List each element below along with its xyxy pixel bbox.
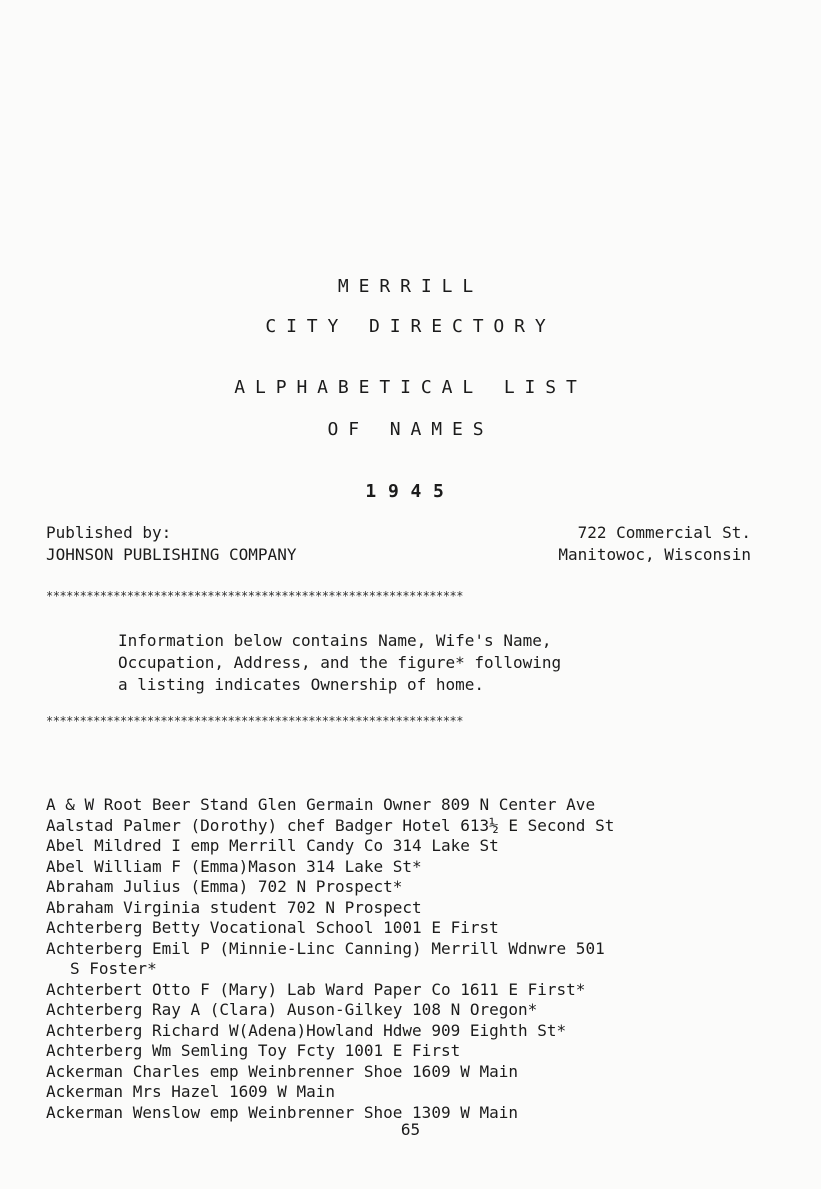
star-separator-top: ************************************************************** — [46, 589, 463, 603]
list-item: Achterberg Betty Vocational School 1001 E First — [46, 918, 499, 937]
star-separator-bottom: ************************************************************** — [46, 714, 463, 728]
title-merrill: MERRILL — [337, 276, 484, 297]
title-alphabetical-list: ALPHABETICAL LIST — [234, 377, 587, 398]
list-item: Ackerman Wenslow emp Weinbrenner Shoe 1309 W Main — [46, 1102, 519, 1122]
list-item: Ackerman Mrs Hazel 1609 W Main — [46, 1082, 335, 1101]
list-item: Achterberg Ray A (Clara) Auson-Gilkey 108 N Oregon* — [46, 1000, 538, 1019]
publisher-city: Manitowoc, Wisconsin — [558, 545, 751, 564]
info-paragraph — [118, 630, 561, 696]
list-item: Abel William F (Emma)Mason 314 Lake St* — [46, 856, 422, 876]
list-item: A & W Root Beer Stand Glen Germain Owner 809 N Center Ave — [46, 795, 596, 814]
list-item: Abel Mildred I emp Merrill Candy Co 314 Lake St — [46, 836, 499, 855]
publisher-address-block — [558, 522, 751, 566]
list-item: Achterbert Otto F (Mary) Lab Ward Paper Co 1611 E First* — [46, 979, 586, 999]
info-line-2: Occupation, Address, and the figure* following — [118, 653, 562, 672]
title-year: 1945 — [365, 481, 456, 502]
list-item: Ackerman Charles emp Weinbrenner Shoe 1609 W Main — [46, 1061, 519, 1081]
info-line-3: a listing indicates Ownership of home. — [118, 675, 485, 694]
directory-entries — [46, 795, 776, 1123]
publisher-name: JOHNSON PUBLISHING COMPANY — [46, 545, 297, 564]
list-item: Achterberg Richard W(Adena)Howland Hdwe 909 Eighth St* — [46, 1020, 567, 1040]
list-item-continuation: S Foster* — [70, 959, 157, 978]
publisher-block — [46, 522, 296, 566]
list-item: Aalstad Palmer (Dorothy) chef Badger Hotel 613½ E Second St — [46, 815, 615, 835]
list-item: Achterberg Wm Semling Toy Fcty 1001 E First — [46, 1041, 461, 1060]
title-city-directory: CITY DIRECTORY — [265, 316, 556, 337]
title-of-names: OF NAMES — [327, 419, 494, 440]
list-item: Achterberg Emil P (Minnie-Linc Canning) Merrill Wdnwre 501 — [46, 938, 605, 958]
page-number: 65 — [400, 1120, 421, 1139]
published-by-label: Published by: — [46, 523, 172, 542]
publisher-street: 722 Commercial St. — [577, 523, 751, 542]
list-item: Abraham Julius (Emma) 702 N Prospect* — [46, 877, 403, 896]
info-line-1: Information below contains Name, Wife's Name, — [118, 631, 552, 650]
list-item: Abraham Virginia student 702 N Prospect — [46, 897, 422, 917]
